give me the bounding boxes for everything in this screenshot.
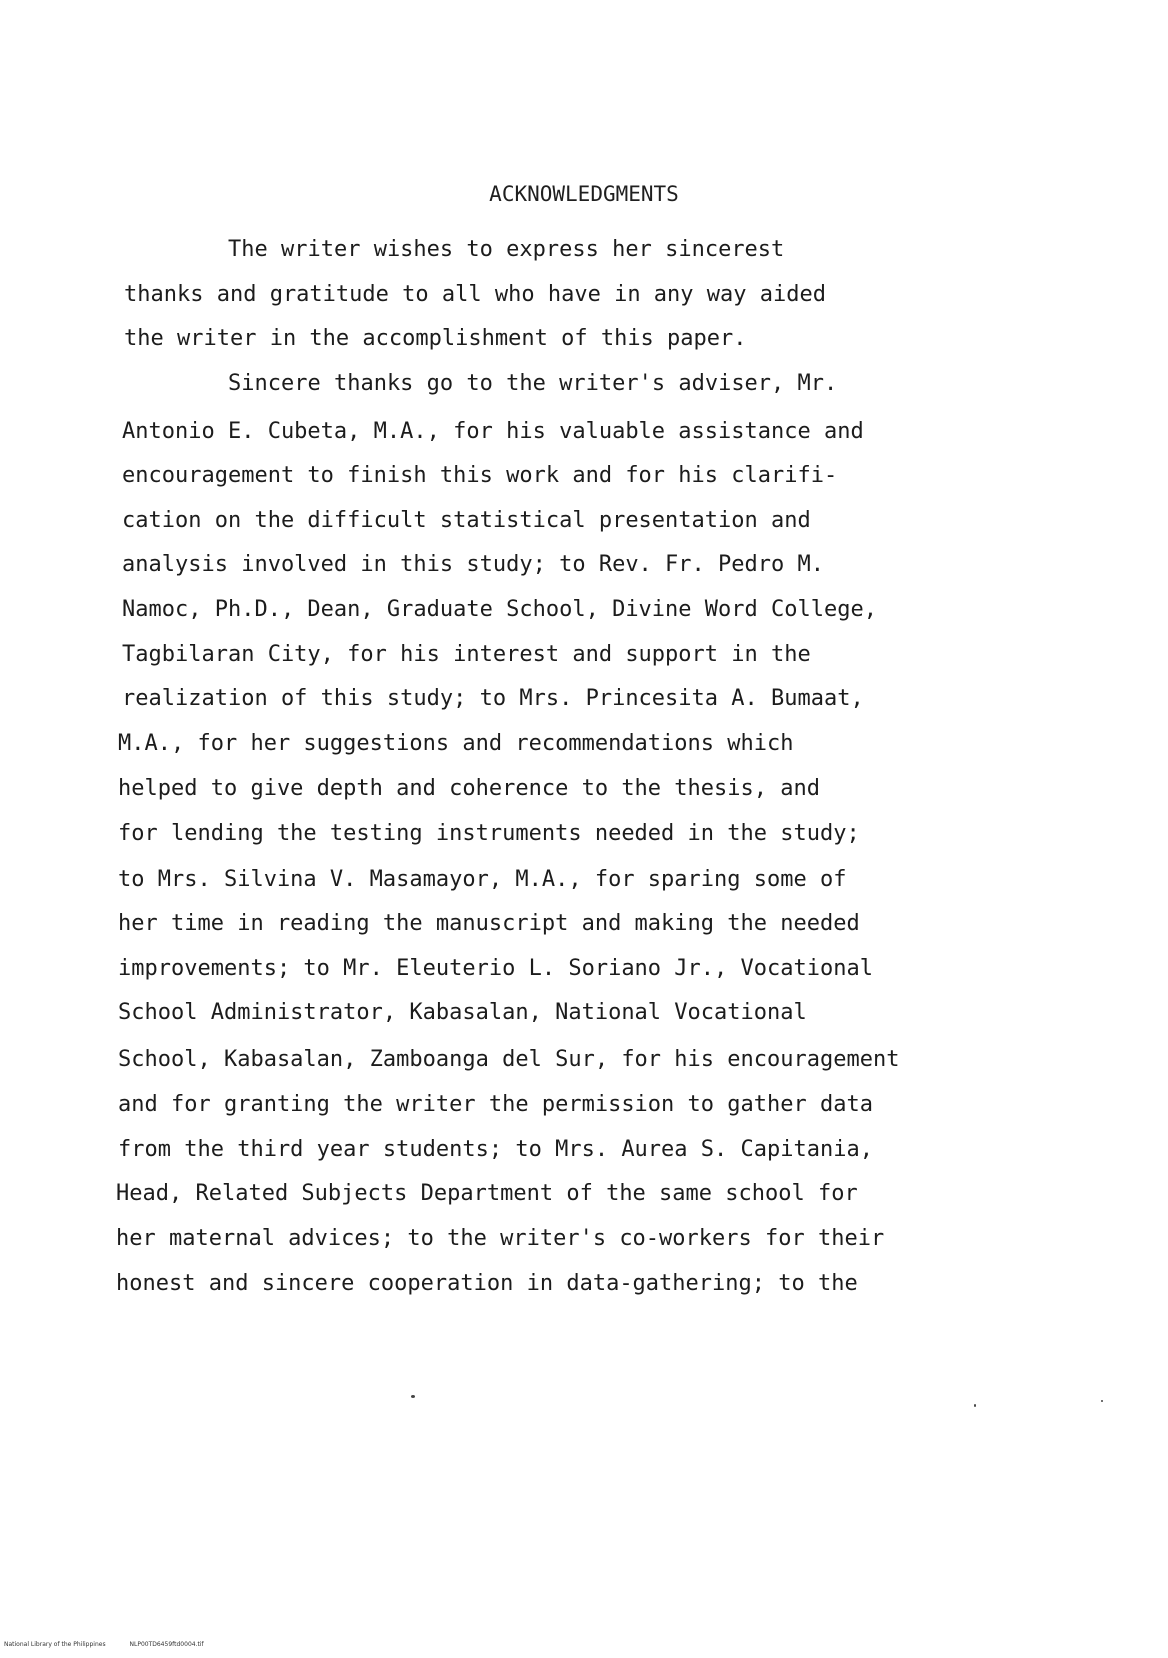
scan-speck	[974, 1404, 976, 1407]
page-title: ACKNOWLEDGMENTS	[489, 182, 679, 206]
library-credit: National Library of the Philippines	[4, 1641, 106, 1648]
text-line: thanks and gratitude to all who have in any way aided	[124, 282, 826, 307]
text-line: School Administrator, Kabasalan, National Vocational	[118, 1000, 807, 1025]
text-line: Sincere thanks go to the writer's adviser, Mr.	[228, 371, 838, 396]
text-line: realization of this study; to Mrs. Princesita A. Bumaat,	[122, 686, 864, 711]
scan-speck	[411, 1395, 415, 1398]
text-line: Tagbilaran City, for his interest and support in the	[122, 642, 811, 667]
text-line: encouragement to finish this work and for his clarifi-	[122, 463, 838, 488]
text-line: cation on the difficult statistical presentation and	[122, 508, 811, 533]
text-line: the writer in the accomplishment of this paper.	[124, 326, 747, 351]
scan-filename: NLP00TD6459ftd0004.tif	[129, 1641, 204, 1648]
text-line: helped to give depth and coherence to the thesis, and	[118, 776, 820, 801]
text-line: improvements; to Mr. Eleuterio L. Soriano Jr., Vocational	[118, 956, 873, 981]
text-line: and for granting the writer the permission to gather data	[118, 1092, 873, 1117]
text-line: The writer wishes to express her sincerest	[228, 237, 785, 262]
text-line: Namoc, Ph.D., Dean, Graduate School, Divine Word College,	[122, 597, 877, 622]
text-line: her maternal advices; to the writer's co-workers for their	[116, 1226, 885, 1251]
text-line: analysis involved in this study; to Rev. Fr. Pedro M.	[122, 552, 824, 577]
text-line: honest and sincere cooperation in data-gathering; to the	[116, 1271, 858, 1296]
text-line: Head, Related Subjects Department of the same school for	[116, 1181, 858, 1206]
text-line: Antonio E. Cubeta, M.A., for his valuable assistance and	[122, 419, 864, 444]
text-line: M.A., for her suggestions and recommendations which	[118, 731, 794, 756]
scan-speck	[1101, 1400, 1103, 1402]
scan-footer	[4, 1641, 226, 1648]
text-line: School, Kabasalan, Zamboanga del Sur, for his encouragement	[118, 1047, 900, 1072]
text-line: from the third year students; to Mrs. Aurea S. Capitania,	[118, 1137, 873, 1162]
text-line: for lending the testing instruments needed in the study;	[118, 821, 860, 846]
text-line: her time in reading the manuscript and making the needed	[118, 911, 860, 936]
text-line: to Mrs. Silvina V. Masamayor, M.A., for sparing some of	[118, 867, 847, 892]
